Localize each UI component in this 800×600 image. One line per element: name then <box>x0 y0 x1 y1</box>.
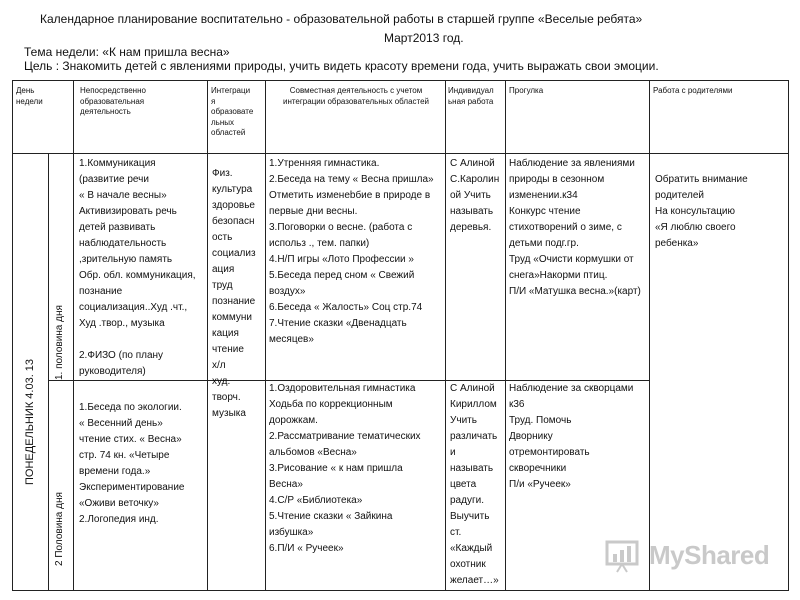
row2-joint-activity <box>269 381 445 557</box>
text-line: изменении.к34 <box>509 190 578 201</box>
text-line: Совместная деятельность с учетом <box>289 86 423 95</box>
text-line: Физ. <box>212 168 233 179</box>
text-line: интеграции образовательных областей <box>282 96 430 106</box>
text-line: Обр. обл. коммуникация, <box>79 270 196 281</box>
table-border-bottom <box>12 590 788 591</box>
text-line: Ходьба по коррекционным <box>269 399 393 410</box>
text-line: чтение <box>212 344 244 355</box>
text-line: цвета <box>450 479 477 490</box>
text-line: Работа с родителями <box>653 86 733 95</box>
text-line: называть <box>450 206 494 217</box>
text-line: 2.ФИЗО (по плану <box>79 350 164 361</box>
text-line: труд <box>212 280 233 291</box>
text-line: « В начале весны» <box>79 190 167 201</box>
text-line: На консультацию <box>655 206 736 217</box>
row2-direct-activity <box>79 400 207 528</box>
text-line: Наблюдение за явлениями <box>509 158 635 169</box>
text-line: ,зрительную память <box>79 254 173 265</box>
text-line: наблюдательность <box>79 238 167 249</box>
text-line: 2.Логопедия инд. <box>79 514 159 525</box>
text-line: образовате <box>211 107 254 116</box>
text-line: к36 <box>509 399 525 410</box>
text-line: первые дни весны. <box>269 206 358 217</box>
header-joint-activity <box>268 86 444 107</box>
text-line: «Оживи веточку» <box>79 498 159 509</box>
text-line: Труд «Очисти кормушки от <box>509 254 634 265</box>
row1-individual-work <box>450 156 505 236</box>
text-line: времени года.» <box>79 466 151 477</box>
week-theme: Тема недели: «К нам пришла весна» <box>24 45 230 59</box>
text-line: дорожкам. <box>269 415 318 426</box>
text-line: социализация..Худ .чт., <box>79 302 188 313</box>
text-line: Отметить изменеbбие в природе в <box>269 190 431 201</box>
text-line: кация <box>212 328 239 339</box>
text-line: 3.Рисование « к нам пришла <box>269 463 403 474</box>
text-line: познание <box>212 296 256 307</box>
header-walk <box>509 86 647 97</box>
text-line: воздух» <box>269 286 306 297</box>
text-line: Активизировать речь <box>79 206 177 217</box>
watermark-text: MyShared <box>649 540 770 570</box>
text-line: Выучить <box>450 511 490 522</box>
col-divider <box>48 153 49 591</box>
text-line: творч. <box>212 392 241 403</box>
col-divider <box>73 80 74 591</box>
text-line: ость <box>212 232 233 243</box>
document-title: Календарное планирование воспитательно - образовательной работы в старшей группе «Веселые ребята» <box>40 12 643 26</box>
text-line: П/И «Матушка весна.»(карт) <box>509 286 641 297</box>
row1-joint-activity <box>269 156 445 348</box>
text-line <box>79 332 207 348</box>
text-line: социализ <box>212 248 256 259</box>
text-line: месяцев» <box>269 334 314 345</box>
text-line: недели <box>16 96 43 106</box>
text-line: «Я люблю своего <box>655 222 736 233</box>
text-line: родителей <box>655 190 705 201</box>
text-line: Экспериментирование <box>79 482 185 493</box>
text-line: радуги. <box>450 495 484 506</box>
row2-individual-work <box>450 381 505 589</box>
text-line: снега»Накорми птиц. <box>509 270 608 281</box>
text-line: называть <box>450 463 494 474</box>
text-line: Учить <box>450 415 477 426</box>
text-line: скворечники <box>509 463 567 474</box>
text-line: избушка» <box>269 527 314 538</box>
text-line: руководителя) <box>79 366 146 377</box>
row1-walk <box>509 156 649 300</box>
text-line: областей <box>211 128 246 137</box>
text-line: познание <box>79 286 123 297</box>
text-line: « Весенний день» <box>79 418 163 429</box>
text-line: Весна» <box>269 479 303 490</box>
text-line: (развитие речи <box>79 174 149 185</box>
text-line: музыка <box>212 408 246 419</box>
text-line: образовательная <box>80 96 145 106</box>
text-line: 6.Беседа « Жалость» Соц стр.74 <box>269 302 423 313</box>
text-line: ст. <box>450 527 462 538</box>
text-line: ация <box>212 264 235 275</box>
text-line: 2.Беседа на тему « Весна пришла» <box>269 174 434 185</box>
text-line: желает…» <box>450 575 499 586</box>
text-line: День <box>16 86 35 95</box>
text-line: 6.П/И « Ручеек» <box>269 543 344 554</box>
row1-integration <box>212 166 265 422</box>
week-goal: Цель : Знакомить детей с явлениями природы, учить видеть красоту времени года, учить выражать свои эмоции. <box>24 59 659 73</box>
text-line: Индивидуал <box>448 86 494 95</box>
text-line: природы в сезонном <box>509 174 605 185</box>
text-line: 1.Оздоровительная гимнастика <box>269 383 416 394</box>
text-line: Интеграци <box>211 86 251 95</box>
text-line: Дворнику <box>509 431 553 442</box>
text-line: С Алиной <box>450 158 495 169</box>
text-line: «Каждый <box>450 543 493 554</box>
text-line: ребенка» <box>655 238 699 249</box>
text-line: различать <box>450 431 498 442</box>
table-border-right <box>788 80 789 591</box>
text-line: отремонтировать <box>509 447 590 458</box>
text-line: Прогулка <box>509 86 544 95</box>
table-border-left <box>12 80 13 591</box>
text-line: Обратить внимание <box>655 174 748 185</box>
text-line: деятельность <box>80 107 131 116</box>
text-line: 1.Беседа по экологии. <box>79 402 182 413</box>
text-line: Труд. Помочь <box>509 415 572 426</box>
col-divider <box>445 80 446 591</box>
first-half-label: 1. половина дня <box>54 305 65 380</box>
text-line: С.Каролин <box>450 174 500 185</box>
text-line: стихотворений о зиме, с <box>509 222 622 233</box>
text-line: коммуни <box>212 312 253 323</box>
row1-parents <box>655 172 787 252</box>
text-line: я <box>211 96 216 106</box>
text-line: культура <box>212 184 253 195</box>
header-integration <box>211 86 264 139</box>
text-line: альбомов «Весна» <box>269 447 357 458</box>
text-line: льных <box>211 117 235 127</box>
text-line: Конкурс чтение <box>509 206 581 217</box>
day-label: ПОНЕДЕЛЬНИК 4.03. 13 <box>24 358 36 485</box>
text-line: безопасн <box>212 216 255 227</box>
col-divider <box>649 80 650 591</box>
text-line: и <box>450 447 456 458</box>
presentation-icon <box>605 538 645 574</box>
watermark <box>605 536 775 576</box>
header-day <box>16 86 72 107</box>
col-divider <box>505 80 506 591</box>
text-line: 3.Поговорки о весне. (работа с <box>269 222 413 233</box>
text-line: детей развивать <box>79 222 156 233</box>
text-line: Худ .твор., музыка <box>79 318 165 329</box>
table-header-divider <box>12 153 788 154</box>
text-line: 1.Коммуникация <box>79 158 156 169</box>
header-individual-work <box>448 86 504 107</box>
header-parents <box>653 86 787 97</box>
text-line: детьми подг.гр. <box>509 238 579 249</box>
text-line: 5.Чтение сказки « Зайкина <box>269 511 393 522</box>
text-line: стр. 74 кн. «Четыре <box>79 450 170 461</box>
document-date: Март2013 год. <box>384 31 464 45</box>
text-line: П/и «Ручеек» <box>509 479 571 490</box>
text-line: деревья. <box>450 222 492 233</box>
text-line: использ ., тем. папки) <box>269 238 370 249</box>
text-line: охотник <box>450 559 486 570</box>
text-line: 4.Н/П игры «Лото Профессии » <box>269 254 414 265</box>
text-line: 5.Беседа перед сном « Свежий <box>269 270 415 281</box>
text-line: ьная работа <box>448 96 494 106</box>
text-line: 2.Рассматривание тематических <box>269 431 421 442</box>
table-border-top <box>12 80 788 81</box>
text-line: 7.Чтение сказки «Двенадцать <box>269 318 407 329</box>
text-line: здоровье <box>212 200 255 211</box>
header-direct-activity <box>80 86 205 118</box>
text-line: чтение стих. « Весна» <box>79 434 182 445</box>
row2-walk <box>509 381 649 493</box>
col-divider <box>207 80 208 591</box>
text-line: Наблюдение за скворцами <box>509 383 634 394</box>
text-line: ой Учить <box>450 190 491 201</box>
text-line: 1.Утренняя гимнастика. <box>269 158 380 169</box>
text-line: 4.С/Р «Библиотека» <box>269 495 363 506</box>
col-divider <box>265 80 266 591</box>
text-line: Кириллом <box>450 399 497 410</box>
text-line: худ. <box>212 376 231 387</box>
text-line: С Алиной <box>450 383 495 394</box>
text-line: Непосредственно <box>80 86 146 95</box>
text-line: х/л <box>212 360 226 371</box>
second-half-label: 2 Половина дня <box>54 492 65 566</box>
row1-direct-activity <box>79 156 207 380</box>
